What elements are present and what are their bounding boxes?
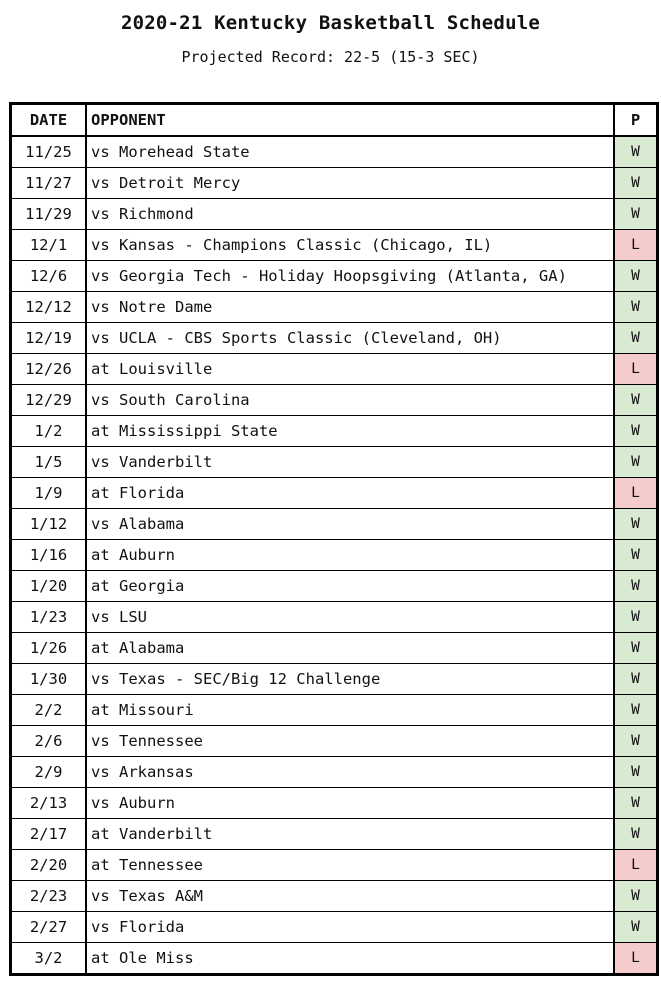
game-date: 2/2 — [11, 695, 87, 726]
game-date: 2/9 — [11, 757, 87, 788]
result-win-badge: W — [614, 416, 658, 447]
result-loss-badge: L — [614, 478, 658, 509]
game-date: 12/6 — [11, 261, 87, 292]
result-win-badge: W — [614, 199, 658, 230]
game-date: 1/5 — [11, 447, 87, 478]
result-win-badge: W — [614, 168, 658, 199]
game-opponent: vs Detroit Mercy — [86, 168, 614, 199]
result-win-badge: W — [614, 385, 658, 416]
column-header-prediction: P — [614, 104, 658, 137]
game-opponent: at Auburn — [86, 540, 614, 571]
game-opponent: vs Texas A&M — [86, 881, 614, 912]
table-row — [11, 509, 658, 540]
result-loss-badge: L — [614, 354, 658, 385]
result-win-badge: W — [614, 633, 658, 664]
game-date: 2/13 — [11, 788, 87, 819]
game-opponent: vs Morehead State — [86, 136, 614, 168]
table-row — [11, 695, 658, 726]
game-date: 1/23 — [11, 602, 87, 633]
result-loss-badge: L — [614, 943, 658, 975]
game-date: 3/2 — [11, 943, 87, 975]
result-win-badge: W — [614, 447, 658, 478]
table-row — [11, 540, 658, 571]
game-date: 11/27 — [11, 168, 87, 199]
game-opponent: vs Arkansas — [86, 757, 614, 788]
game-date: 12/26 — [11, 354, 87, 385]
result-win-badge: W — [614, 695, 658, 726]
table-row — [11, 602, 658, 633]
game-date: 2/23 — [11, 881, 87, 912]
result-win-badge: W — [614, 136, 658, 168]
table-row — [11, 385, 658, 416]
table-row — [11, 230, 658, 261]
game-opponent: vs Kansas - Champions Classic (Chicago, IL) — [86, 230, 614, 261]
game-date: 1/9 — [11, 478, 87, 509]
game-date: 11/29 — [11, 199, 87, 230]
table-row — [11, 416, 658, 447]
game-opponent: at Alabama — [86, 633, 614, 664]
game-date: 12/29 — [11, 385, 87, 416]
result-win-badge: W — [614, 602, 658, 633]
game-opponent: at Georgia — [86, 571, 614, 602]
result-win-badge: W — [614, 509, 658, 540]
result-win-badge: W — [614, 912, 658, 943]
game-opponent: vs Vanderbilt — [86, 447, 614, 478]
table-row — [11, 571, 658, 602]
game-opponent: vs LSU — [86, 602, 614, 633]
game-date: 1/20 — [11, 571, 87, 602]
table-row — [11, 664, 658, 695]
game-opponent: vs Georgia Tech - Holiday Hoopsgiving (Atlanta, GA) — [86, 261, 614, 292]
game-opponent: at Louisville — [86, 354, 614, 385]
result-win-badge: W — [614, 881, 658, 912]
game-date: 2/17 — [11, 819, 87, 850]
table-row — [11, 323, 658, 354]
game-date: 2/6 — [11, 726, 87, 757]
game-opponent: vs Notre Dame — [86, 292, 614, 323]
result-win-badge: W — [614, 323, 658, 354]
result-win-badge: W — [614, 726, 658, 757]
table-row — [11, 726, 658, 757]
table-row — [11, 788, 658, 819]
game-date: 2/27 — [11, 912, 87, 943]
game-opponent: at Tennessee — [86, 850, 614, 881]
game-opponent: vs Auburn — [86, 788, 614, 819]
table-row — [11, 850, 658, 881]
game-date: 1/30 — [11, 664, 87, 695]
table-row — [11, 447, 658, 478]
schedule-table — [9, 102, 659, 976]
game-opponent: at Ole Miss — [86, 943, 614, 975]
game-opponent: at Vanderbilt — [86, 819, 614, 850]
table-row — [11, 136, 658, 168]
header-row — [11, 104, 658, 137]
table-row — [11, 354, 658, 385]
result-loss-badge: L — [614, 850, 658, 881]
result-loss-badge: L — [614, 230, 658, 261]
table-row — [11, 912, 658, 943]
table-row — [11, 633, 658, 664]
game-opponent: vs South Carolina — [86, 385, 614, 416]
result-win-badge: W — [614, 261, 658, 292]
game-date: 12/19 — [11, 323, 87, 354]
game-opponent: at Missouri — [86, 695, 614, 726]
table-row — [11, 261, 658, 292]
table-row — [11, 478, 658, 509]
game-date: 11/25 — [11, 136, 87, 168]
game-date: 1/26 — [11, 633, 87, 664]
result-win-badge: W — [614, 664, 658, 695]
table-row — [11, 881, 658, 912]
table-row — [11, 168, 658, 199]
result-win-badge: W — [614, 571, 658, 602]
column-header-date: DATE — [11, 104, 87, 137]
game-opponent: vs Tennessee — [86, 726, 614, 757]
game-opponent: vs Alabama — [86, 509, 614, 540]
game-date: 1/16 — [11, 540, 87, 571]
table-row — [11, 943, 658, 975]
table-row — [11, 292, 658, 323]
column-header-opponent: OPPONENT — [86, 104, 614, 137]
result-win-badge: W — [614, 292, 658, 323]
game-opponent: at Florida — [86, 478, 614, 509]
table-row — [11, 819, 658, 850]
game-date: 1/2 — [11, 416, 87, 447]
page-title: 2020-21 Kentucky Basketball Schedule — [120, 12, 540, 34]
game-date: 1/12 — [11, 509, 87, 540]
result-win-badge: W — [614, 788, 658, 819]
schedule-body — [11, 136, 658, 975]
projected-record: Projected Record: 22-5 (15-3 SEC) — [181, 48, 480, 66]
table-row — [11, 757, 658, 788]
game-opponent: vs Richmond — [86, 199, 614, 230]
game-opponent: at Mississippi State — [86, 416, 614, 447]
game-date: 12/12 — [11, 292, 87, 323]
game-date: 12/1 — [11, 230, 87, 261]
game-opponent: vs Texas - SEC/Big 12 Challenge — [86, 664, 614, 695]
game-opponent: vs UCLA - CBS Sports Classic (Cleveland, OH) — [86, 323, 614, 354]
result-win-badge: W — [614, 819, 658, 850]
game-opponent: vs Florida — [86, 912, 614, 943]
result-win-badge: W — [614, 540, 658, 571]
table-row — [11, 199, 658, 230]
result-win-badge: W — [614, 757, 658, 788]
game-date: 2/20 — [11, 850, 87, 881]
